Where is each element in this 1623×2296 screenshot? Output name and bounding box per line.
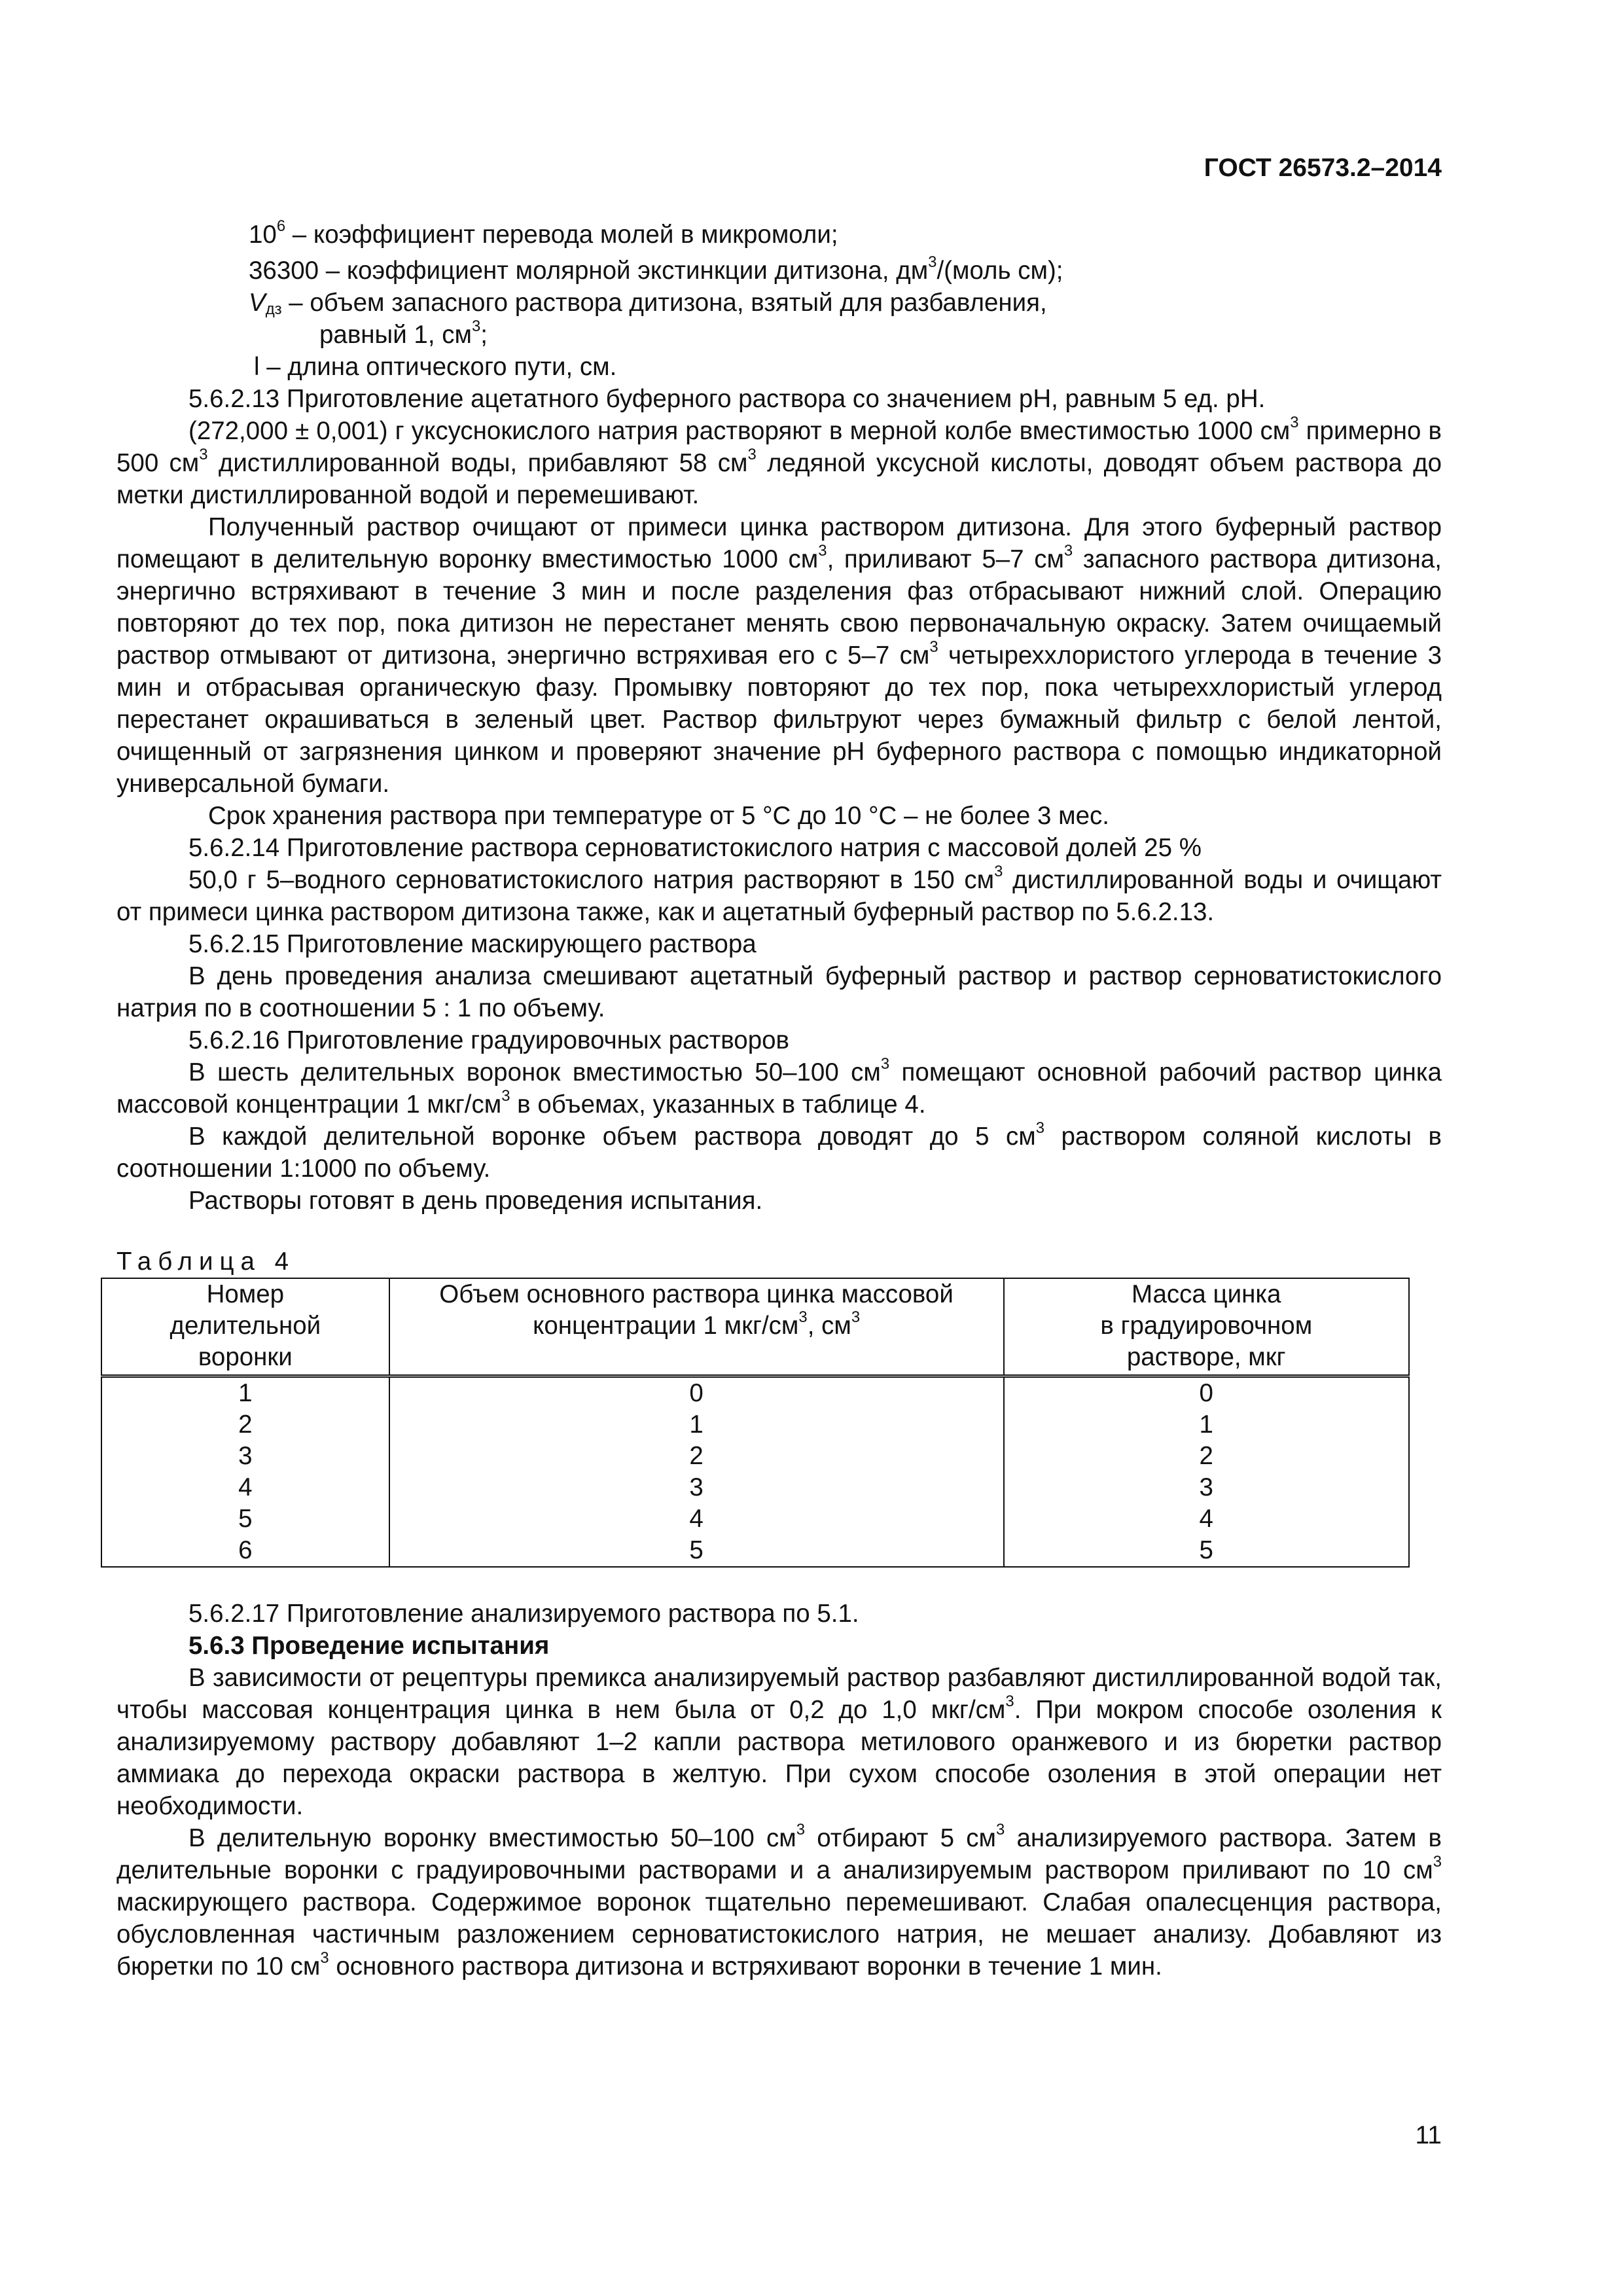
table-row: 5 4 4	[101, 1503, 1409, 1535]
table-4	[101, 1278, 1410, 1568]
table-header-row	[101, 1278, 1409, 1376]
paragraph: В шесть делительных воронок вместимостью 50–100 $см^3$ помещают основной рабочий раствор цинка массовой концентрации 1 мкг/$см^3$ в объемах, указанных в таблице 4.	[116, 1055, 1442, 1119]
table-caption: Таблица 4	[116, 1247, 296, 1276]
column-header-zinc-mass: Масса цинка в градуировочном растворе, мкг	[1004, 1278, 1410, 1376]
definition-line: $V_{дз}$ – объем запасного раствора дитизона, взятый для разбавления,	[249, 289, 1047, 318]
section-title: 5.6.2.15 Приготовление маскирующего раствора	[188, 930, 757, 958]
paragraph: В зависимости от рецептуры премикса анализируемый раствор разбавляют дистиллированной водой так, чтобы массовая концентрация цинка в нем была от 0,2 до 1,0 мкг/$см^3$. При мокром способе озоления к анализируемому раствору добавляют 1–2 капли раствора метилового оранжевого и из бюретки раствор аммиака до перехода окраски раствора в желтую. При сухом способе озоления в этой операции нет необходимости.	[116, 1664, 1442, 1820]
paragraph: 50,0 г 5–водного серноватистокислого натрия растворяют в 150 $см^3$ дистиллированной воды и очищают от примеси цинка раствором дитизона также, как и ацетатный буферный раствор по 5.6.2.13.	[116, 863, 1442, 926]
paragraph: 5.6.2.17 Приготовление анализируемого раствора по 5.1.	[188, 1600, 859, 1628]
table-row: 3 2 2	[101, 1441, 1409, 1472]
definition-line: l – длина оптического пути, см.	[254, 353, 617, 381]
table-row: 6 5 5	[101, 1535, 1409, 1567]
page-number: 11	[1415, 2121, 1442, 2149]
document-body	[116, 219, 1442, 1982]
table-row: 2 1 1	[101, 1409, 1409, 1441]
standard-header: ГОСТ 26573.2–2014	[1204, 154, 1442, 182]
paragraph: В каждой делительной воронке объем раствора доводят до 5 $см^3$ раствором соляной кислоты в соотношении 1:1000 по объему.	[116, 1119, 1442, 1183]
paragraph: Срок хранения раствора при температуре от 5 °С до 10 °С – не более 3 мес.	[208, 802, 1109, 830]
definition-line: 36300 – коэффициент молярной экстинкции дитизона, $дм^3/(моль$ см);	[249, 253, 1063, 285]
section-title: 5.6.2.16 Приготовление градуировочных растворов	[188, 1026, 789, 1054]
section-heading: 5.6.3 Проведение испытания	[188, 1632, 550, 1660]
column-header-solution-volume: Объем основного раствора цинка массовой концентрации 1 мкг/$см^3$, $см^3$	[389, 1278, 1004, 1376]
paragraph: В день проведения анализа смешивают ацетатный буферный раствор и раствор серноватистокислого натрия по в соотношении 5 : 1 по объему.	[116, 962, 1442, 1022]
definition-line: $10^6$ – коэффициент перевода молей в микромоли;	[249, 217, 838, 249]
table-row: 1 0 0	[101, 1376, 1409, 1410]
paragraph: В делительную воронку вместимостью 50–100 $см^3$ отбирают 5 $см^3$ анализируемого раствора. Затем в делительные воронки с градуировочными растворами и а анализируемым раствором приливают по 10 $см^3$ маскирующего раствора. Содержимое воронок тщательно перемешивают. Слабая опалесценция раствора, обусловленная частичным разложением серноватистокислого натрия, не мешает анализу. Добавляют из бюретки по 10 $см^3$ основного раствора дитизона и встряхивают воронки в течение 1 мин.	[116, 1821, 1442, 1981]
table-row: 4 3 3	[101, 1472, 1409, 1503]
section-title: 5.6.2.13 Приготовление ацетатного буферного раствора со значением pH, равным 5 ед. pH.	[188, 385, 1266, 413]
paragraph: (272,000 ± 0,001) г уксуснокислого натрия растворяют в мерной колбе вместимостью 1000 $см^3$ примерно в 500 $см^3$ дистиллированной воды, прибавляют 58 $см^3$ ледяной уксусной кислоты, доводят объем раствора до метки дистиллированной водой и перемешивают.	[116, 414, 1442, 509]
section-title: 5.6.2.14 Приготовление раствора серноватистокислого натрия с массовой долей 25 %	[188, 834, 1202, 862]
paragraph: Полученный раствор очищают от примеси цинка раствором дитизона. Для этого буферный раствор помещают в делительную воронку вместимостью 1000 $см^3$, приливают 5–7 $см^3$ запасного раствора дитизона, энергично встряхивают в течение 3 мин и после разделения фаз отбрасывают нижний слой. Операцию повторяют до тех пор, пока дитизон не перестанет менять свою первоначальную окраску. Затем очищаемый раствор отмывают от дитизона, энергично встряхивая его с 5–7 $см^3$ четыреххлористого углерода в течение 3 мин и отбрасывая органическую фазу. Промывку повторяют до тех пор, пока четыреххлористый углерод перестанет окрашиваться в зеленый цвет. Раствор фильтруют через бумажный фильтр с белой лентой, очищенный от загрязнения цинком и проверяют значение pH буферного раствора с помощью индикаторной универсальной бумаги.	[116, 513, 1442, 798]
paragraph: Растворы готовят в день проведения испытания.	[188, 1187, 763, 1215]
definition-line: равный 1, $см^3$;	[319, 317, 488, 349]
column-header-funnel-number: Номер делительной воронки	[101, 1278, 389, 1376]
